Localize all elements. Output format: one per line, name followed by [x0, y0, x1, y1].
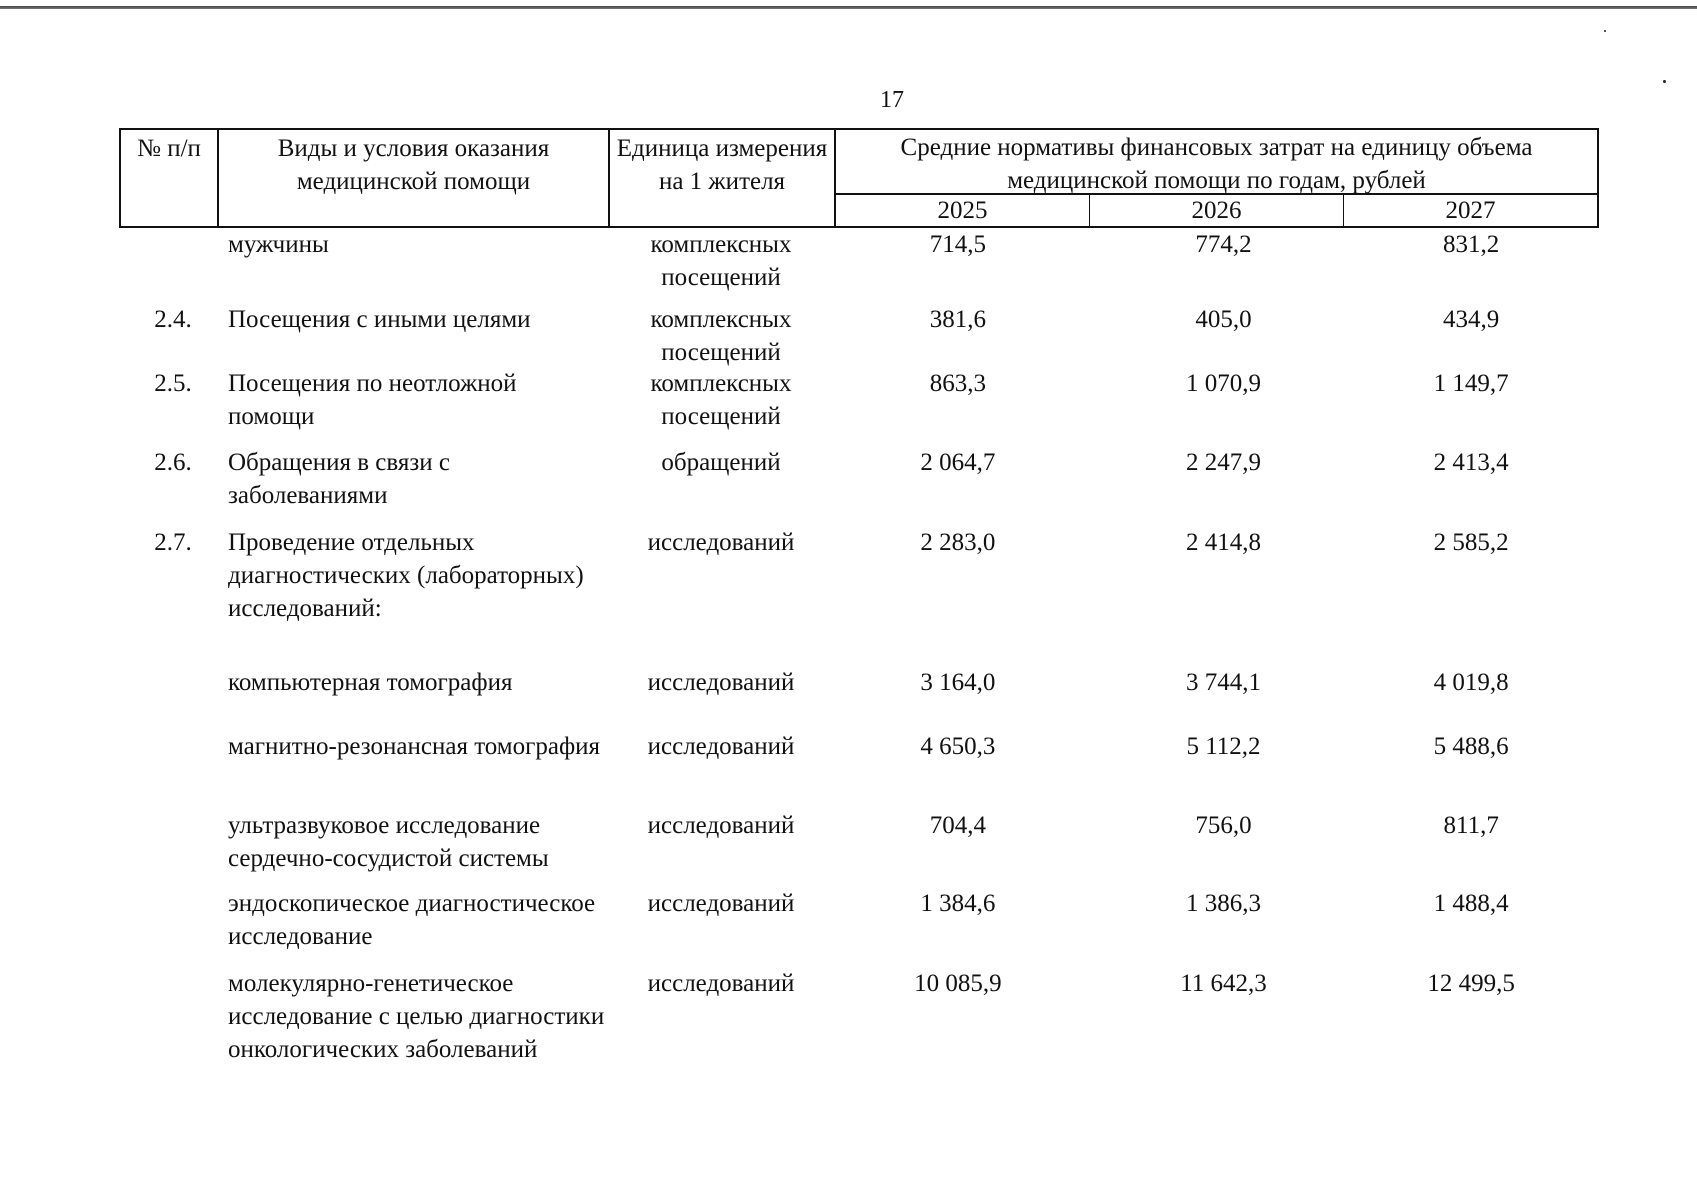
table-row	[119, 730, 1599, 809]
header-year-2025: 2025	[937, 197, 988, 224]
row-value-2026: 11 642,3	[1180, 970, 1267, 997]
row-value-2026: 1 386,3	[1186, 890, 1261, 917]
row-unit: исследований	[647, 669, 795, 696]
row-value-2027: 4 019,8	[1433, 669, 1509, 696]
row-value-2025: 714,5	[929, 231, 986, 258]
row-kind: Посещения по неотложной помощи	[228, 370, 517, 430]
row-unit: исследований	[647, 812, 795, 839]
row-value-2026: 3 744,1	[1186, 669, 1261, 696]
table-row	[119, 967, 1599, 1107]
row-unit: исследований	[647, 970, 795, 997]
row-value-2025: 1 384,6	[920, 890, 996, 917]
row-value-2026: 774,2	[1195, 231, 1252, 258]
row-unit: комплексных посещений	[650, 370, 792, 430]
table-row	[119, 367, 1599, 446]
row-value-2026: 756,0	[1195, 812, 1252, 839]
row-number	[119, 666, 217, 730]
row-number	[119, 967, 217, 1107]
row-value-2025: 704,4	[929, 812, 986, 839]
row-kind: магнитно-резонансная томография	[228, 733, 601, 760]
table-body	[119, 228, 1599, 1107]
row-unit: исследований	[647, 733, 795, 760]
row-value-2027: 12 499,5	[1427, 970, 1515, 997]
table-row	[119, 666, 1599, 730]
table-header	[119, 128, 1599, 228]
row-number: 2.5.	[154, 370, 192, 397]
header-year-2027: 2027	[1343, 195, 1597, 228]
header-costs-title: Средние нормативы финансовых затрат на единицу объема медицинской помощи по годам, рублей	[836, 130, 1597, 195]
row-value-2027: 811,7	[1443, 812, 1499, 839]
header-kind-column: Виды и условия оказания медицинской помощи	[219, 130, 610, 226]
row-value-2027: 831,2	[1443, 231, 1500, 258]
row-number	[119, 809, 217, 887]
table-row	[119, 887, 1599, 967]
table-row	[119, 446, 1599, 526]
page-number: 17	[880, 87, 904, 113]
row-value-2027: 1 488,4	[1433, 890, 1509, 917]
row-value-2027: 1 149,7	[1433, 370, 1509, 397]
row-value-2025: 4 650,3	[920, 733, 996, 760]
row-kind: ультразвуковое исследование сердечно-сосудистой системы	[228, 812, 549, 872]
row-kind: Проведение отдельных диагностических (лабораторных) исследований:	[228, 529, 584, 622]
header-years	[836, 195, 1597, 228]
row-value-2025: 3 164,0	[920, 669, 996, 696]
row-value-2026: 1 070,9	[1186, 370, 1261, 397]
row-kind: мужчины	[228, 231, 329, 258]
row-number: 2.7.	[154, 529, 192, 556]
row-value-2025: 10 085,9	[914, 970, 1002, 997]
row-kind: молекулярно-генетическое исследование с целью диагностики онкологических заболеваний	[228, 970, 605, 1063]
row-number: 2.6.	[154, 449, 192, 476]
table-row	[119, 303, 1599, 367]
row-unit: исследований	[647, 529, 795, 556]
scan-speck	[1663, 80, 1666, 83]
row-number: 2.4.	[154, 306, 192, 333]
header-costs-column	[836, 130, 1597, 226]
row-value-2027: 434,9	[1443, 306, 1500, 333]
header-unit-column: Единица измерения на 1 жителя	[610, 130, 836, 226]
row-unit: обращений	[661, 449, 781, 476]
row-value-2027: 5 488,6	[1433, 733, 1509, 760]
row-unit: исследований	[647, 890, 795, 917]
row-unit: комплексных посещений	[650, 231, 792, 291]
row-value-2025: 381,6	[929, 306, 986, 333]
row-number	[119, 730, 217, 809]
row-value-2026: 2 414,8	[1186, 529, 1261, 556]
row-kind: Обращения в связи с заболеваниями	[228, 449, 450, 509]
table-row	[119, 228, 1599, 303]
row-value-2025: 863,3	[929, 370, 986, 397]
row-kind: Посещения с иными целями	[228, 306, 531, 333]
table-row	[119, 809, 1599, 887]
scan-edge-line	[0, 6, 1697, 9]
row-value-2027: 2 585,2	[1433, 529, 1509, 556]
row-unit: комплексных посещений	[650, 306, 792, 366]
row-number	[119, 887, 217, 967]
scan-speck	[1604, 30, 1606, 32]
row-number	[119, 228, 217, 303]
header-number-column: № п/п	[121, 130, 219, 226]
row-value-2026: 5 112,2	[1186, 733, 1261, 760]
table-row	[119, 526, 1599, 666]
row-kind: эндоскопическое диагностическое исследование	[228, 890, 596, 950]
row-kind: компьютерная томография	[228, 669, 513, 696]
header-year-2026: 2026	[1089, 195, 1343, 228]
row-value-2026: 2 247,9	[1186, 449, 1261, 476]
row-value-2026: 405,0	[1195, 306, 1252, 333]
row-value-2027: 2 413,4	[1433, 449, 1509, 476]
row-value-2025: 2 283,0	[920, 529, 996, 556]
row-value-2025: 2 064,7	[920, 449, 996, 476]
